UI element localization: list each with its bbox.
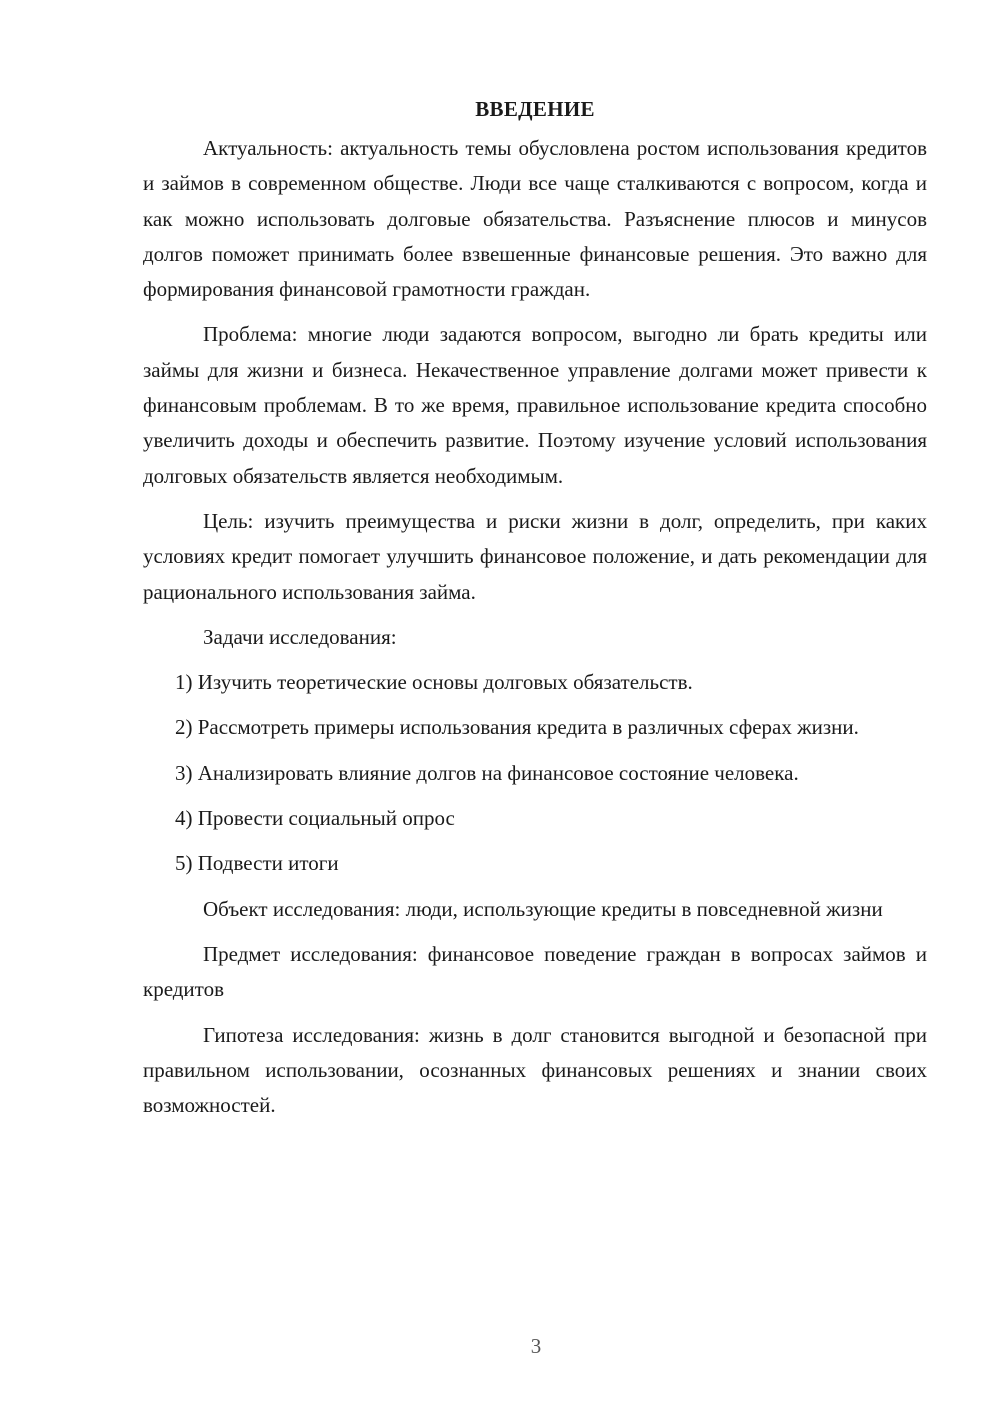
task-item-5: 5) Подвести итоги	[175, 851, 339, 876]
task-item-4: 4) Провести социальный опрос	[175, 806, 455, 831]
goal-paragraph: Цель: изучить преимущества и риски жизни в долг, определить, при каких условиях кредит помогает улучшить финансовое положение, и дать рекомендации для рационального использования займа.	[143, 508, 927, 604]
page-number: 3	[530, 1334, 542, 1358]
document-page	[143, 92, 927, 1133]
subject-paragraph: Предмет исследования: финансовое поведение граждан в вопросах займов и кредитов	[143, 941, 927, 1002]
hypothesis-paragraph: Гипотеза исследования: жизнь в долг становится выгодной и безопасной при правильном использовании, осознанных финансовых решениях и знании своих возможностей.	[143, 1022, 927, 1118]
tasks-heading: Задачи исследования:	[203, 624, 397, 649]
object-paragraph: Объект исследования: люди, использующие кредиты в повседневной жизни	[203, 896, 883, 921]
task-item-2: 2) Рассмотреть примеры использования кредита в различных сферах жизни.	[175, 715, 859, 740]
relevance-paragraph: Актуальность: актуальность темы обусловлена ростом использования кредитов и займов в современном обществе. Люди все чаще сталкиваются с вопросом, когда и как можно использовать долговые обязательства. Разъяснение плюсов и минусов долгов поможет принимать более взвешенные финансовые решения. Это важно для формирования финансовой грамотности граждан.	[143, 136, 927, 302]
page-title: ВВЕДЕНИЕ	[475, 97, 595, 121]
problem-paragraph: Проблема: многие люди задаются вопросом, выгодно ли брать кредиты или займы для жизни и бизнеса. Некачественное управление долгами может привести к финансовым проблемам. В то же время, правильное использование кредита способно увеличить доходы и обеспечить развитие. Поэтому изучение условий использования долговых обязательств является необходимым.	[143, 322, 927, 488]
task-item-3: 3) Анализировать влияние долгов на финансовое состояние человека.	[175, 760, 799, 785]
task-item-1: 1) Изучить теоретические основы долговых обязательств.	[175, 670, 693, 695]
